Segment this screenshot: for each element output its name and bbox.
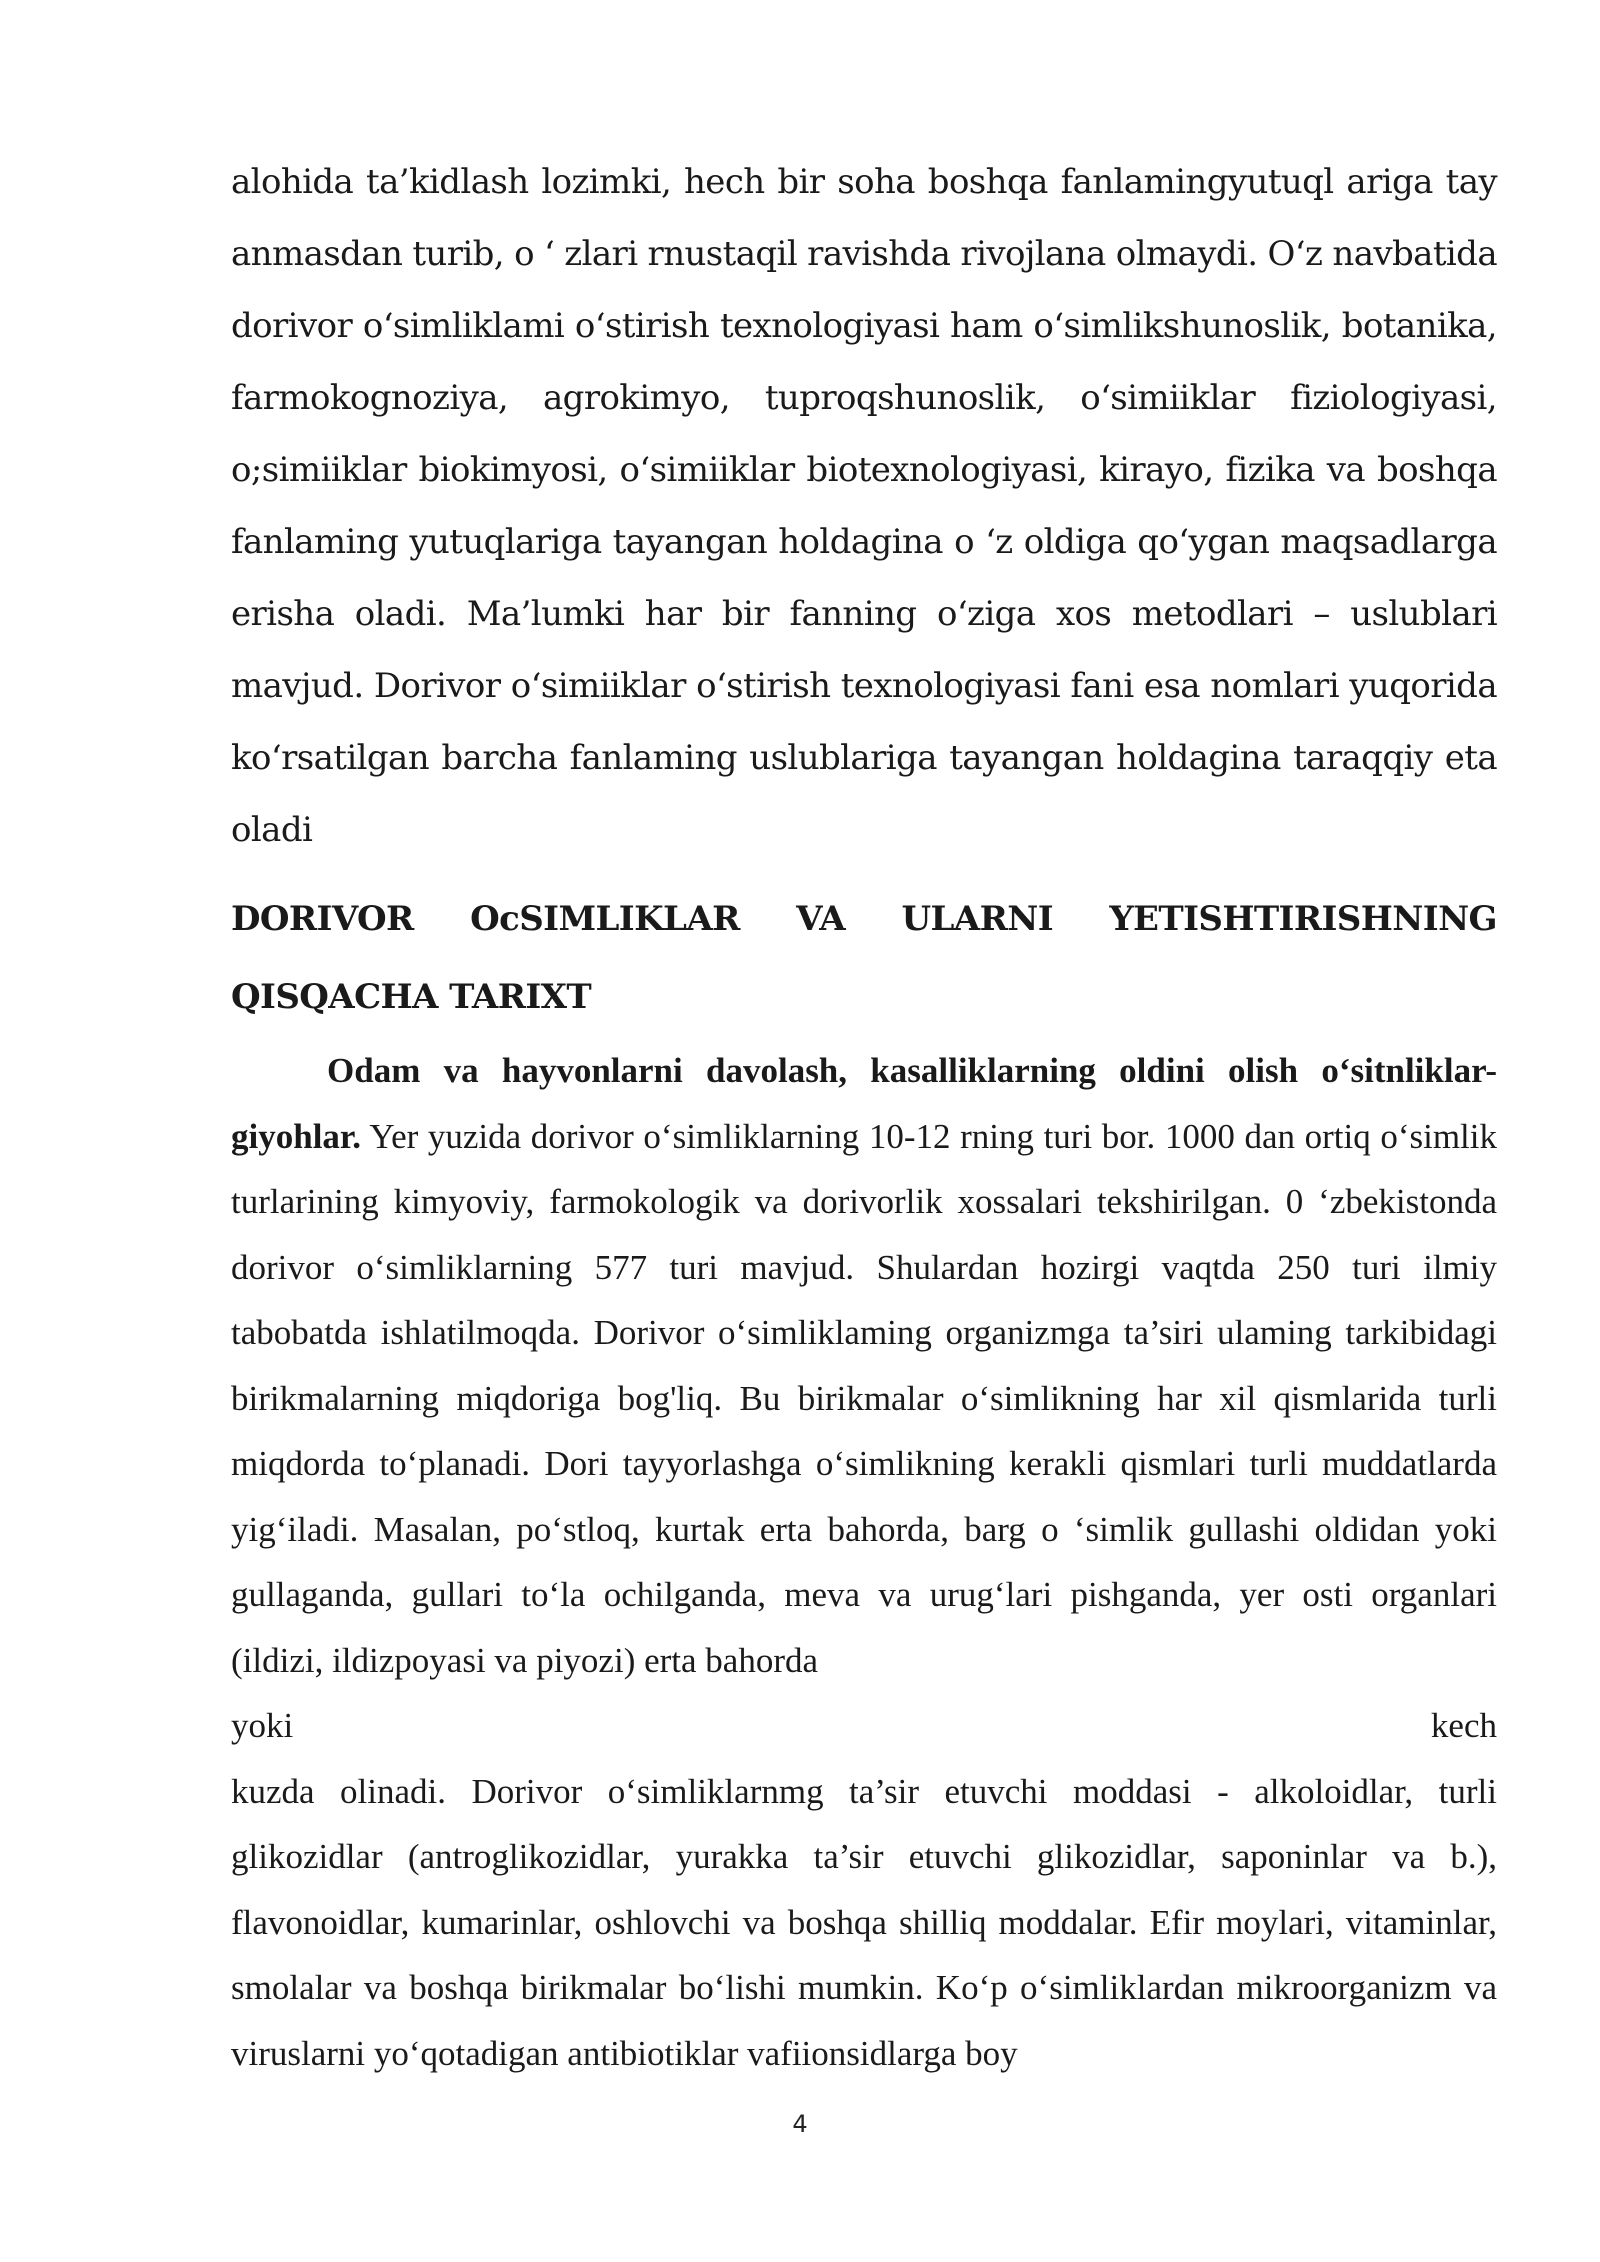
section-heading-line-1: DORIVOR OcSIMLIKLAR VA ULARNI YETISHTIRISHNING	[231, 899, 1497, 939]
section-heading	[231, 880, 1497, 1036]
page-number: 4	[792, 2110, 808, 2138]
paragraph-body-part-2: kuzda olinadi. Dorivor o‘simliklarnmg ta’sir etuvchi moddasi - alkoloidlar, turli glikozidlar (antroglikozidlar, yurakka ta’sir etuvchi glikozidlar, saponinlar va b.), flavonoidlar, kumarinlar, oshlovchi va boshqa shilliq moddalar. Efir moylari, vitaminlar, smolalar va boshqa birikmalar bo‘lishi mumkin. Ko‘p o‘simliklardan mikroorganizm va viruslarni yo‘qotadigan antibiotiklar vafiionsidlarga boy	[231, 1771, 1497, 2073]
paragraph-body-part-1: Yer yuzida dorivor o‘simliklarning 10-12 rning turi bor. 1000 dan ortiq o‘simlik turlarining kimyoviy, farmokologik va dorivorlik xossalari tekshirilgan. 0 ‘zbekistonda dorivor o‘simliklarning 577 turi mavjud. Shulardan hozirgi vaqtda 250 turi ilmiy tabobatda ishlatilmoqda. Dorivor o‘simliklaming organizmga ta’siri ulaming tarkibidagi birikmalarning miqdoriga bog'liq. Bu birikmalar o‘simlikning har xil qismlarida turli miqdorda to‘planadi. Dori tayyorlashga o‘simlikning kerakli qismlari turli muddatlarda yig‘iladi. Masalan, po‘stloq, kurtak erta bahorda, barg o ‘simlik gullashi oldidan yoki gullaganda, gullari to‘la ochilganda, meva va urug‘lari pishganda, yer osti organlari (ildizi, ildizpoyasi va piyozi) erta bahorda	[231, 1116, 1497, 1680]
document-page	[231, 146, 1497, 2086]
paragraph-lead: Odam va hayvonlarni davolash, kasalliklarning oldini olish o‘sitnliklar-giyohlar.	[231, 1051, 1497, 1156]
paragraph-split-line: yoki kech	[231, 1706, 1497, 1745]
section-heading-line-2: QISQACHA TARIXT	[231, 977, 592, 1017]
intro-paragraph: alohida ta’kidlash lozimki, hech bir soha boshqa fanlamingyutuql ariga tay anmasdan turib, o ‘ zlari rnustaqil ravishda rivojlana olmaydi. O‘z navbatida dorivor o‘simliklami o‘stirish texnologiyasi ham o‘simlikshunoslik, botanika, farmokognoziya, agrokimyo, tuproqshunoslik, o‘simiiklar fiziologiyasi, o;simiiklar biokimyosi, o‘simiiklar biotexnologiyasi, kirayo, fizika va boshqa fanlaming yutuqlariga tayangan holdagina o ‘z oldiga qo‘ygan maqsadlarga erisha oladi. Ma’lumki har bir fanning o‘ziga xos metodlari – uslublari mavjud. Dorivor o‘simiiklar o‘stirish texnologiyasi fani esa nomlari yuqorida ko‘rsatilgan barcha fanlaming uslublariga tayangan holdagina taraqqiy eta oladi	[231, 162, 1497, 850]
body-paragraph	[231, 1038, 1497, 2086]
